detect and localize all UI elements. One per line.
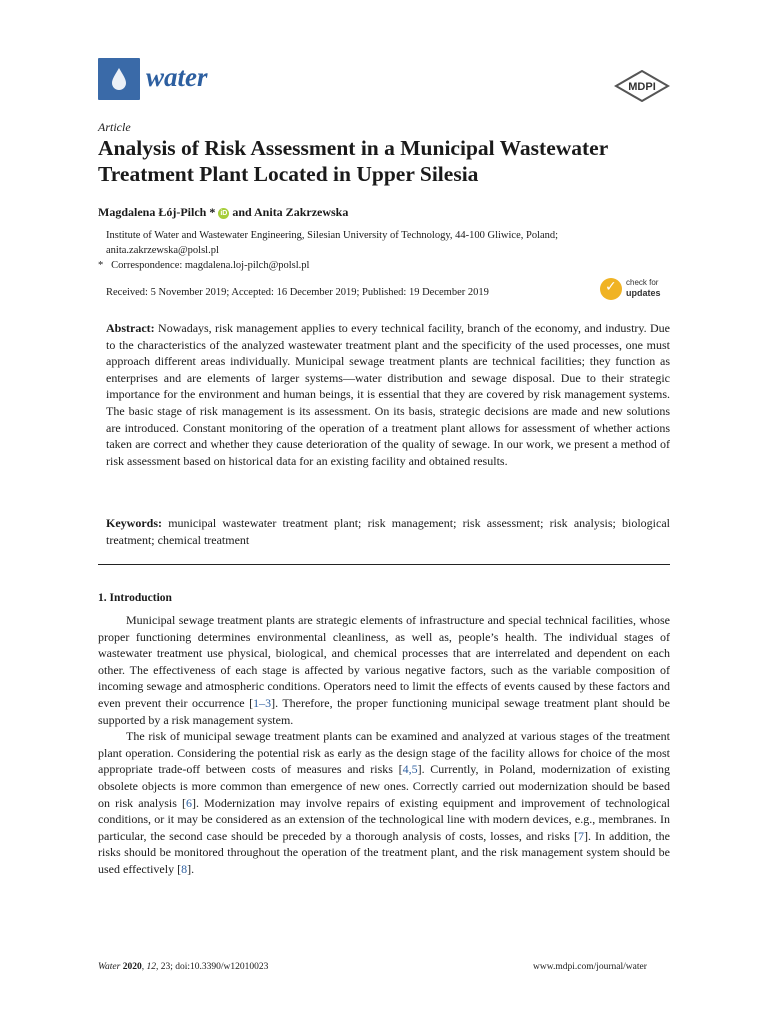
section-heading-introduction: 1. Introduction xyxy=(98,592,172,604)
citation-link[interactable]: 6 xyxy=(186,795,193,810)
paragraph: Municipal sewage treatment plants are strategic elements of infrastructure and special technical facilities, whose proper functioning determines environmental cleanliness, as well as, people’s health. The individual stages of wastewater treatment use physical, biological, and chemical processes that are interrelated and dependent on each other. The effectiveness of each stage is affected by various negative factors, such as the variable composition of incoming sewage and atmospheric conditions. Operators need to limit the effects of events caused by these factors and even prevent their occurrence [1–3]. Therefore, the proper functioning municipal sewage treatment plant should be supported by a risk management system. xyxy=(98,613,670,727)
footer-url-link[interactable]: www.mdpi.com/journal/water xyxy=(533,962,647,972)
keywords-text: municipal wastewater treatment plant; risk management; risk assessment; risk analysis; biological treatment; chemical treatment xyxy=(106,516,671,547)
paragraph: The risk of municipal sewage treatment plants can be examined and analyzed at various stages of the treatment plant operation. Considering the potential risk as early as the design stage of the facility allows for choice of the most appropriate trade-off between costs of measures and risks [4,5]. Currently, in Poland, modernization of existing obsolete objects is more common than emergence of new ones. Correctly carried out modernization should be based on risk analysis [6]. Modernization may involve repairs of existing equipment and improvement of technological conditions, or it may be considered as an extension of the technological line with modern devices, e.g., membranes. In particular, the second case should be preceded by a thorough analysis of costs, losses, and risks [7]. In addition, the risks should be monitored throughout the operation of the treatment plant, and the risk management system should be used effectively [8]. xyxy=(98,729,670,876)
section-divider xyxy=(98,564,670,565)
introduction-body xyxy=(98,612,670,878)
citation-link[interactable]: 8 xyxy=(181,861,188,876)
correspondence-text: Correspondence: magdalena.loj-pilch@polsl.pl xyxy=(111,260,310,271)
check-updates-line1: check for xyxy=(626,278,659,287)
check-updates-line2: updates xyxy=(626,288,661,298)
abstract xyxy=(106,320,670,469)
footer-volume: 12 xyxy=(146,962,156,972)
footer-journal: Water xyxy=(98,962,121,972)
article-title: Analysis of Risk Assessment in a Municipal Wastewater Treatment Plant Located in Upper Silesia xyxy=(98,136,608,186)
orcid-icon[interactable]: iD xyxy=(220,210,228,217)
article-type-label: Article xyxy=(98,120,131,134)
abstract-label: Abstract: xyxy=(106,321,155,335)
affiliation xyxy=(98,228,673,258)
correspondence xyxy=(98,258,309,273)
author-secondary: and Anita Zakrzewska xyxy=(232,205,349,219)
footer-citation: Water 2020, 12, 23; doi:10.3390/w12010023 xyxy=(98,962,269,972)
author-primary: Magdalena Łój-Pilch * xyxy=(98,205,216,219)
publication-dates: Received: 5 November 2019; Accepted: 16 December 2019; Published: 19 December 2019 xyxy=(106,287,489,298)
citation-link[interactable]: 1–3 xyxy=(253,695,272,710)
keywords-label: Keywords: xyxy=(106,516,162,530)
affiliation-text: Institute of Water and Wastewater Engineering, Silesian University of Technology, 44-100 Gliwice, Poland; anita.zakrzewska@polsl.pl xyxy=(106,230,559,256)
journal-name: water xyxy=(146,62,208,92)
check-for-updates-button[interactable] xyxy=(600,278,672,304)
footer-doi: , 23; doi:10.3390/w12010023 xyxy=(155,962,269,972)
check-updates-icon: ✓ xyxy=(600,278,622,300)
abstract-text: Nowadays, risk management applies to every technical facility, branch of the economy, and industry. Due to the characteristics of the analyzed wastewater treatment plant and the specificity of the used processes, one must approach different areas individually. Municipal sewage treatment plants are technical facilities; they function as enterprises and are elements of larger systems—water distribution and sewage disposal. Due to their strategic importance for the environment and human beings, it is essential that they are covered by risk management systems. The basic stage of risk management is its assessment. On its basis, strategic decisions are made and new solutions are introduced. Constant monitoring of the operation of a treatment plant allows for assessment of whether actions taken are correct and whether they cause deterioration of the quality of sewage. In our work, we present a method of risk assessment based on historical data for an existing facility and obtained results. xyxy=(106,321,670,468)
citation-link[interactable]: 4,5 xyxy=(402,762,418,777)
citation-link[interactable]: 7 xyxy=(577,828,584,843)
correspondence-marker: * xyxy=(98,260,104,271)
author-list xyxy=(98,205,348,220)
mdpi-logo-icon xyxy=(614,70,670,102)
footer-year: 2020 xyxy=(122,962,142,972)
svg-text:MDPI: MDPI xyxy=(628,81,656,93)
keywords xyxy=(106,515,670,548)
journal-logo-icon xyxy=(98,58,140,100)
